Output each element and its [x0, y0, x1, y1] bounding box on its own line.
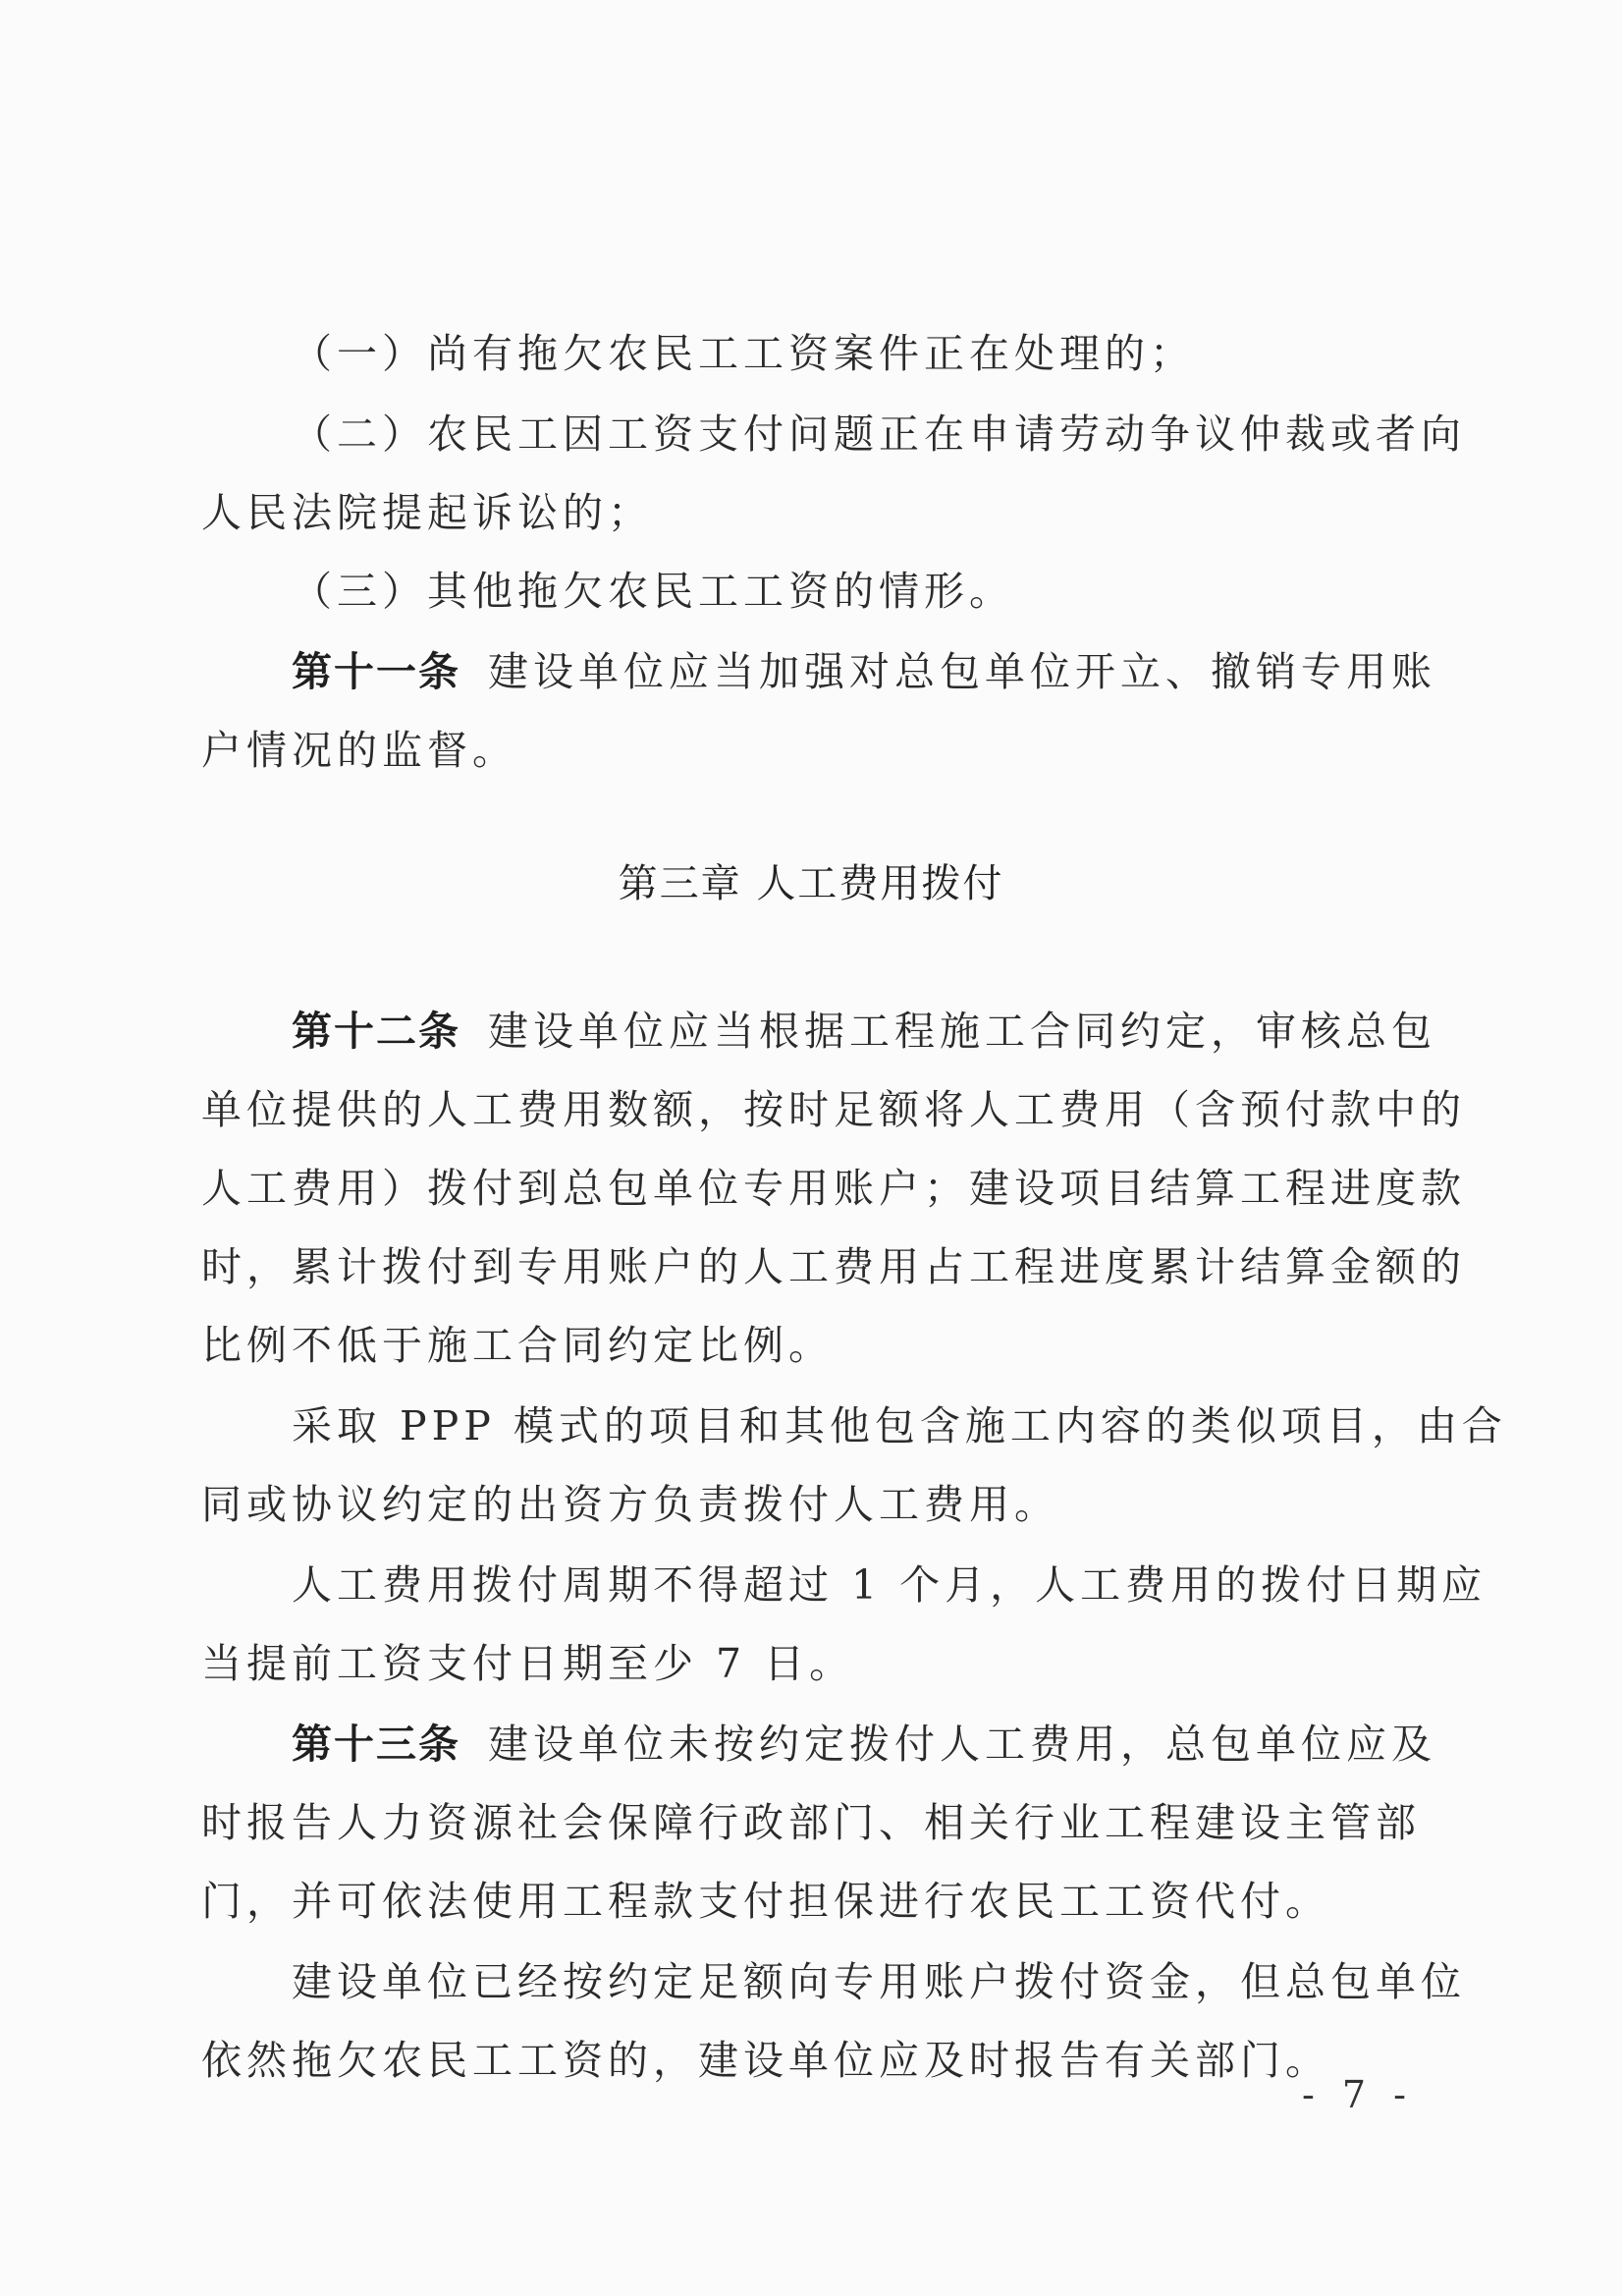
article-11-line-1	[201, 642, 1436, 701]
article-12-line-5: 比例不低于施工合同约定比例。	[201, 1322, 834, 1369]
article-12-text-1: 建设单位应当根据工程施工合同约定，审核总包	[488, 1008, 1436, 1055]
item-three: （三）其他拖欠农民工工资的情形。	[292, 568, 1014, 615]
chapter-3-title: 第三章 人工费用拨付	[618, 861, 1004, 906]
article-12-para-2-line-2: 同或协议约定的出资方负责拨付人工费用。	[201, 1481, 1059, 1528]
article-13-para-2-line-1: 建设单位已经按约定足额向专用账户拨付资金，但总包单位	[292, 1958, 1466, 2005]
article-12-heading: 第十二条	[292, 1008, 460, 1055]
article-12-para-3-line-2: 当提前工资支付日期至少 7 日。	[201, 1640, 855, 1687]
article-12-line-1	[201, 1002, 1436, 1061]
article-12-line-2: 单位提供的人工费用数额，按时足额将人工费用（含预付款中的	[201, 1086, 1466, 1133]
article-13-line-3: 门，并可依法使用工程款支付担保进行农民工工资代付。	[201, 1878, 1330, 1925]
article-12-line-4: 时，累计拨付到专用账户的人工费用占工程进度累计结算金额的	[201, 1243, 1466, 1290]
article-12-para-2-line-1: 采取 PPP 模式的项目和其他包含施工内容的类似项目，由合	[292, 1402, 1507, 1449]
item-two-line-1: （二）农民工因工资支付问题正在申请劳动争议仲裁或者向	[292, 410, 1466, 458]
article-13-text-1: 建设单位未按约定拨付人工费用，总包单位应及	[488, 1721, 1436, 1768]
article-13-para-2-line-2: 依然拖欠农民工工资的，建设单位应及时报告有关部门。	[201, 2037, 1330, 2084]
article-13-line-1	[201, 1715, 1436, 1774]
article-12-line-3: 人工费用）拨付到总包单位专用账户；建设项目结算工程进度款	[201, 1165, 1466, 1212]
article-13-line-2: 时报告人力资源社会保障行政部门、相关行业工程建设主管部	[201, 1799, 1421, 1846]
page-number: - 7 -	[1301, 2073, 1414, 2116]
article-13-heading: 第十三条	[292, 1721, 460, 1768]
item-two-line-2: 人民法院提起诉讼的；	[201, 489, 653, 536]
article-11-text-1: 建设单位应当加强对总包单位开立、撤销专用账	[488, 648, 1436, 695]
article-12-para-3-line-1: 人工费用拨付周期不得超过 1 个月，人工费用的拨付日期应	[292, 1561, 1487, 1609]
article-11-line-2: 户情况的监督。	[201, 727, 517, 774]
item-one: （一）尚有拖欠农民工工资案件正在处理的；	[292, 330, 1195, 377]
article-11-heading: 第十一条	[292, 648, 460, 695]
